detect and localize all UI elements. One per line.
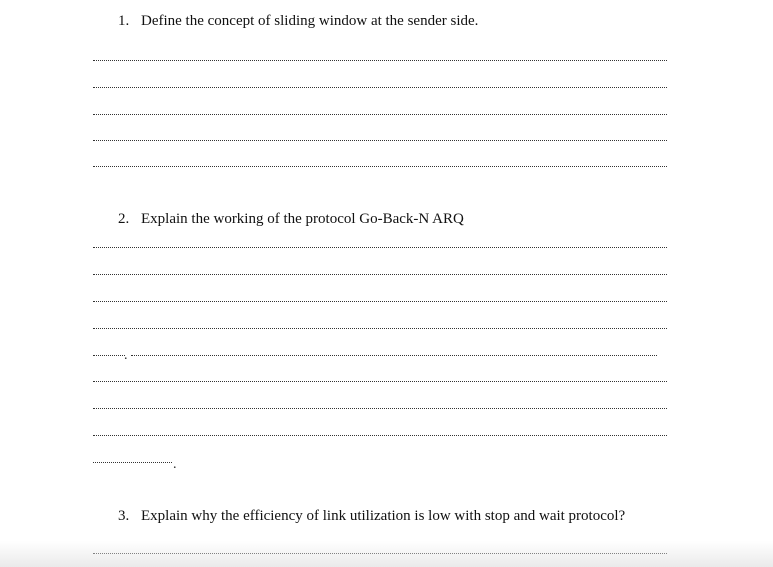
- answer-line: [93, 87, 667, 88]
- question-3: [118, 507, 625, 525]
- answer-line: [93, 166, 667, 167]
- answer-line: [131, 355, 657, 356]
- answer-line: [93, 60, 667, 61]
- question-3-number: 3.: [118, 508, 130, 524]
- stray-period: .: [124, 348, 128, 363]
- answer-line: [93, 355, 125, 356]
- question-1-text: Define the concept of sliding window at the sender side.: [141, 13, 479, 29]
- answer-line: [93, 274, 667, 275]
- answer-line: [93, 381, 667, 382]
- answer-line: [93, 247, 667, 248]
- answer-line: [93, 408, 667, 409]
- question-3-text: Explain why the efficiency of link utilization is low with stop and wait protocol?: [141, 508, 626, 524]
- answer-line: [93, 114, 667, 115]
- answer-line: [93, 462, 172, 463]
- answer-line: [93, 328, 667, 329]
- question-2-number: 2.: [118, 211, 130, 227]
- question-2: [118, 210, 464, 228]
- answer-line: [93, 553, 667, 554]
- stray-period: .: [173, 457, 177, 472]
- question-1: [118, 12, 478, 30]
- question-2-text: Explain the working of the protocol Go-Back-N ARQ: [141, 211, 464, 227]
- answer-line: [93, 435, 667, 436]
- question-1-number: 1.: [118, 13, 130, 29]
- answer-line: [93, 301, 667, 302]
- answer-line: [93, 140, 667, 141]
- page-bottom-shadow: [0, 541, 773, 567]
